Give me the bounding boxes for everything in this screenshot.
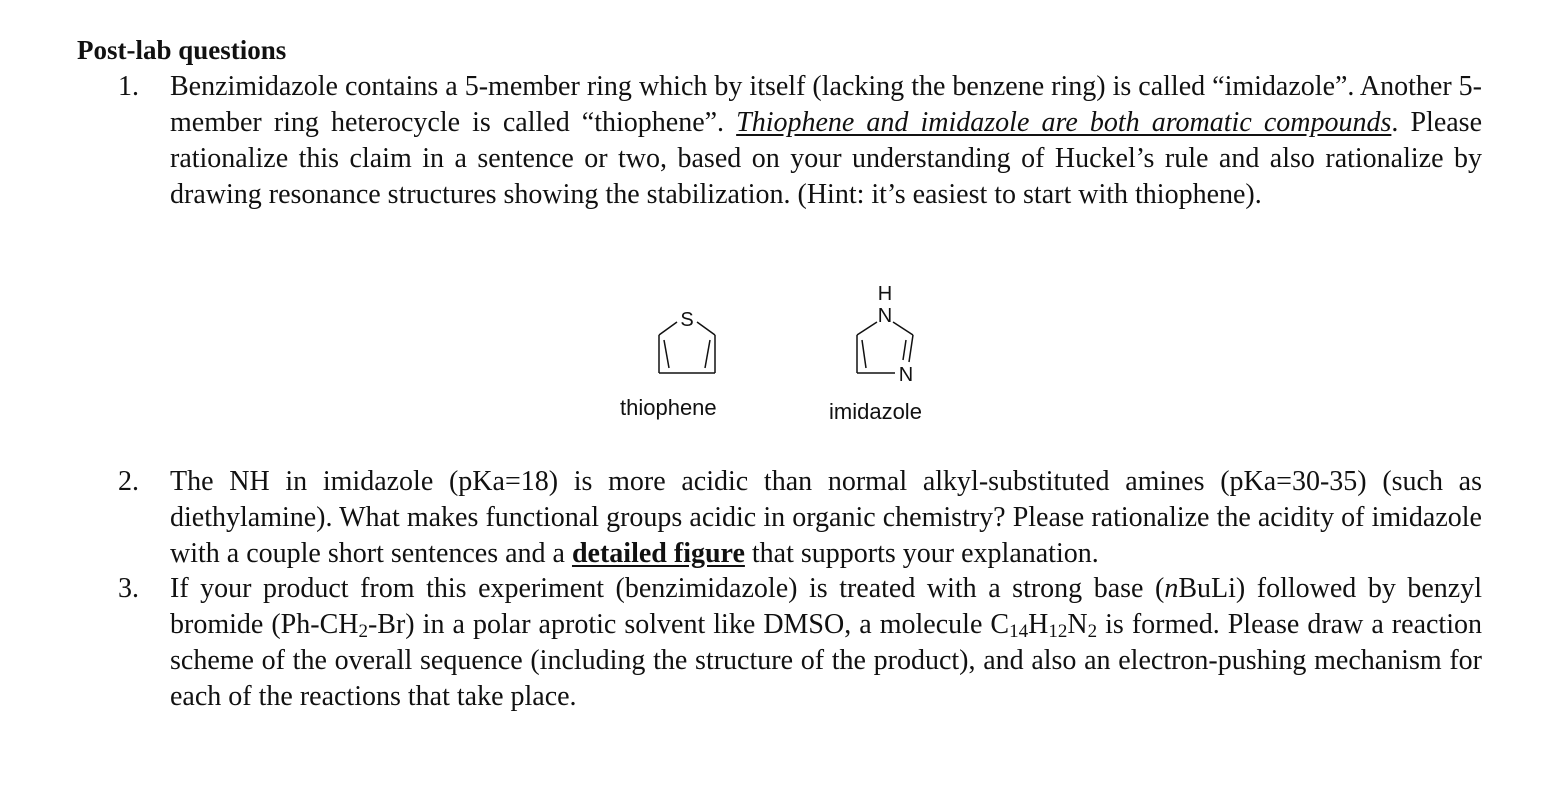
subscript: 12 [1048, 621, 1068, 642]
aromatic-claim-emphasis: Thiophene and imidazole are both aromatic compounds [736, 107, 1392, 138]
reagent-name: BuLi [1178, 573, 1236, 604]
subscript: 2 [358, 621, 368, 642]
question-text [170, 464, 1482, 572]
question-text-part: -Br) in a polar aprotic solvent like DMSO, a molecule C [367, 609, 1010, 640]
section-heading: Post-lab questions [77, 35, 287, 65]
question-text-part: is formed. Please draw a reaction scheme of the overall sequence (including the structure of the product), and also an electron-pushing mechanism for each of the reactions that take place. [170, 609, 1482, 712]
imidazole-label: imidazole [829, 399, 922, 424]
nitrogen-3-atom-label: N [898, 364, 914, 386]
question-number: 2. [118, 466, 139, 497]
question-text-part: N [1067, 609, 1088, 640]
question-text-part: . Please rationalize this claim in a sentence or two, based on your understanding of Huckel’s rule and also rationalize by drawing resonance structures showing the stabilization. (Hint: it’s easiest to start with thiophene). [170, 107, 1483, 210]
subscript: 2 [1087, 621, 1098, 642]
sulfur-atom-label: S [680, 309, 694, 331]
question-text [170, 69, 1482, 213]
hydrogen-atom-label: H [877, 283, 893, 305]
question-3 [118, 571, 1482, 715]
question-text-part: Benzimidazole contains a 5-member ring which by itself (lacking the benzene ring) is called “imidazole”. Another 5-member ring heterocycle is called “thiophene”. [170, 71, 1482, 138]
question-number: 1. [118, 71, 139, 102]
question-2 [118, 464, 1482, 572]
question-text-part: that supports your explanation. [744, 538, 1099, 569]
thiophene-label: thiophene [620, 395, 717, 420]
question-text-part: H [1028, 609, 1049, 640]
molecule-figure [600, 278, 980, 428]
reagent-prefix: n [1164, 573, 1179, 604]
nitrogen-1-atom-label: N [877, 305, 893, 327]
detailed-figure-emphasis: detailed figure [571, 538, 745, 569]
question-text [170, 571, 1482, 715]
thiophene-structure [615, 278, 735, 388]
question-number: 3. [118, 573, 139, 604]
question-text-part: The NH in imidazole (pKa=18) is more acidic than normal alkyl-substituted amines (pKa=30-35) (such as diethylamine). What makes functional groups acidic in organic chemistry? Please rationalize the acidity of imidazole with a couple short sentences and a [170, 466, 1482, 569]
subscript: 14 [1009, 621, 1029, 642]
question-text-part: ) followed by benzyl bromide (Ph-CH [170, 573, 1482, 640]
imidazole-structure [825, 278, 945, 393]
question-1 [118, 69, 1482, 213]
question-text-part: If your product from this experiment (benzimidazole) is treated with a strong base ( [170, 573, 1165, 604]
